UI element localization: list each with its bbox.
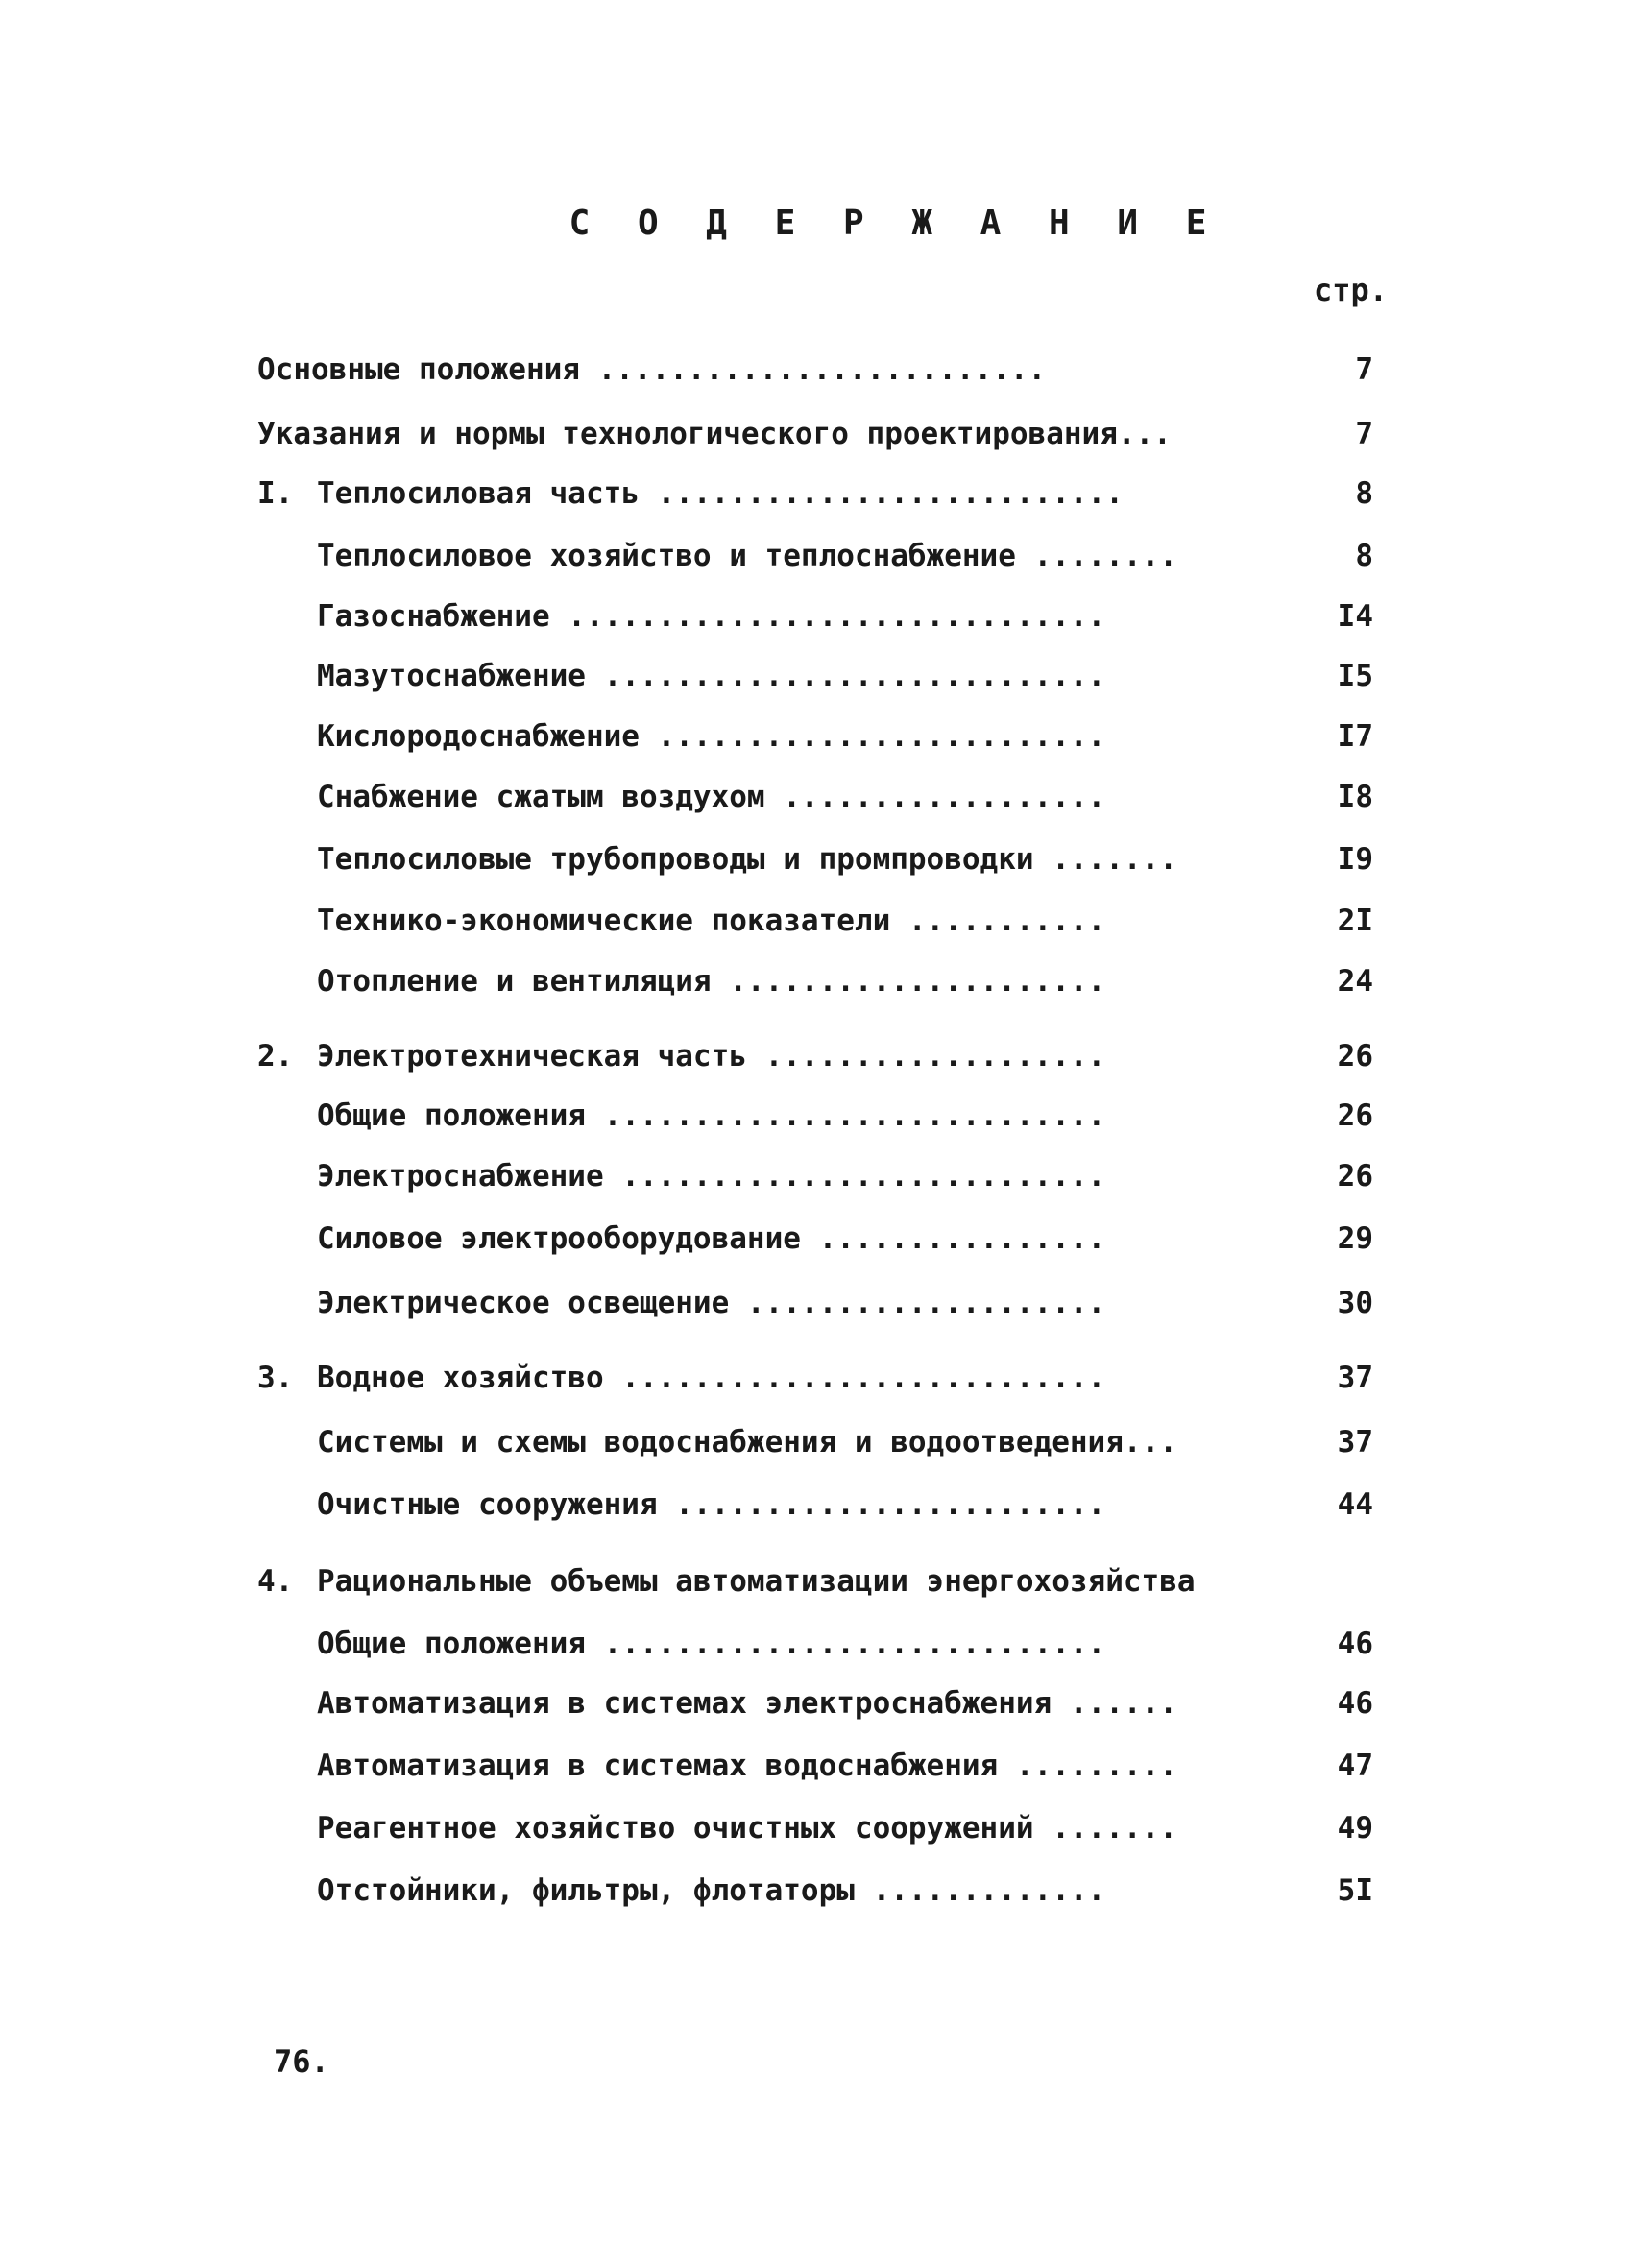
toc-entry <box>257 900 1391 942</box>
toc-entry-page: I8 <box>1337 780 1373 814</box>
toc-entry <box>257 1357 1391 1399</box>
toc-entry-text: Автоматизация в системах водоснабжения ......... <box>317 1749 1177 1783</box>
toc-entry-page: 46 <box>1337 1627 1373 1661</box>
toc-entry-page: 24 <box>1337 964 1373 999</box>
toc-entry <box>257 472 1391 515</box>
toc-entry-text: Электроснабжение ........................... <box>317 1159 1106 1194</box>
toc-entry-page: 26 <box>1337 1159 1373 1194</box>
toc-entry <box>257 349 1391 391</box>
toc-entry <box>257 1218 1391 1260</box>
toc-entry <box>257 838 1391 881</box>
toc-entry <box>257 595 1391 638</box>
toc-entry-text: Кислородоснабжение ......................... <box>317 719 1106 754</box>
toc-entry-page: 8 <box>1355 476 1373 511</box>
toc-entry-page: 7 <box>1355 352 1373 387</box>
toc-entry-number: I. <box>257 476 294 511</box>
toc-entry-text: Электротехническая часть ................... <box>317 1039 1106 1074</box>
page-title: С О Д Е Р Ж А Н И Е <box>568 204 1221 243</box>
toc-entry-text: Системы и схемы водоснабжения и водоотведения... <box>317 1425 1177 1460</box>
toc-entry-text: Водное хозяйство ........................... <box>317 1361 1106 1395</box>
toc-entry <box>257 1035 1391 1077</box>
toc-entry-text: Автоматизация в системах электроснабжения ...... <box>317 1686 1177 1721</box>
toc-entry <box>257 1155 1391 1197</box>
toc-entry-page: I5 <box>1337 659 1373 693</box>
toc-entry-page: I7 <box>1337 719 1373 754</box>
toc-entry-text: Рациональные объемы автоматизации энергохозяйства <box>317 1564 1196 1599</box>
toc-entry <box>257 1870 1391 1912</box>
toc-entry-text: Силовое электрооборудование ................ <box>317 1221 1106 1256</box>
toc-entry <box>257 776 1391 818</box>
toc-entry-page: 47 <box>1337 1749 1373 1783</box>
toc-entry <box>257 1421 1391 1463</box>
toc-entry <box>257 960 1391 1002</box>
toc-entry-page: 5I <box>1337 1873 1373 1908</box>
toc-entry-page: 26 <box>1337 1039 1373 1074</box>
toc-entry-text: Электрическое освещение .................... <box>317 1286 1106 1320</box>
toc-entry-page: 29 <box>1337 1221 1373 1256</box>
toc-entry-text: Мазутоснабжение ............................ <box>317 659 1106 693</box>
toc-entry-text: Отстойники, фильтры, флотаторы ............. <box>317 1873 1106 1908</box>
toc-entry-text: Реагентное хозяйство очистных сооружений ....... <box>317 1811 1177 1846</box>
toc-entry-text: Снабжение сжатым воздухом .................. <box>317 780 1106 814</box>
toc-entry-text: Общие положения ............................ <box>317 1098 1106 1133</box>
toc-entry-text: Отопление и вентиляция ..................... <box>317 964 1106 999</box>
toc-entry <box>257 1282 1391 1324</box>
footer-page-number: 76. <box>274 2043 329 2080</box>
toc-entry-text: Общие положения ............................ <box>317 1627 1106 1661</box>
toc-entry <box>257 655 1391 697</box>
toc-entry-page: 49 <box>1337 1811 1373 1846</box>
toc-entry-page: 2I <box>1337 904 1373 938</box>
toc-entry-page: 46 <box>1337 1686 1373 1721</box>
toc-entry <box>257 1682 1391 1725</box>
toc-entry-text: Основные положения ......................... <box>257 352 1047 387</box>
page-column-header: стр. <box>1314 272 1389 308</box>
toc-entry <box>257 1560 1391 1603</box>
toc-entry-number: 2. <box>257 1039 294 1074</box>
toc-entry <box>257 413 1391 455</box>
toc-entry-text: Газоснабжение .............................. <box>317 599 1106 634</box>
toc-entry-number: 3. <box>257 1361 294 1395</box>
toc-entry <box>257 1807 1391 1849</box>
toc-entry-text: Теплосиловые трубопроводы и промпроводки ....... <box>317 842 1177 877</box>
toc-entry <box>257 1745 1391 1787</box>
toc-entry-text: Очистные сооружения ........................ <box>317 1487 1106 1522</box>
toc-entry <box>257 1623 1391 1665</box>
toc-entry-text: Технико-экономические показатели ........... <box>317 904 1106 938</box>
toc-entry-number: 4. <box>257 1564 294 1599</box>
toc-entry-text: Теплосиловое хозяйство и теплоснабжение ........ <box>317 539 1177 573</box>
toc-entry <box>257 535 1391 577</box>
toc-entry-page: I9 <box>1337 842 1373 877</box>
toc-entry-page: 37 <box>1337 1361 1373 1395</box>
toc-entry-text: Теплосиловая часть .......................... <box>317 476 1124 511</box>
toc-entry-page: 26 <box>1337 1098 1373 1133</box>
toc-entry <box>257 715 1391 758</box>
toc-entry-page: 30 <box>1337 1286 1373 1320</box>
toc-entry-page: 7 <box>1355 417 1373 451</box>
toc-entry-text: Указания и нормы технологического проектирования... <box>257 417 1172 451</box>
toc-entry-page: I4 <box>1337 599 1373 634</box>
toc-entry <box>257 1095 1391 1137</box>
toc-entry-page: 8 <box>1355 539 1373 573</box>
toc-entry-page: 44 <box>1337 1487 1373 1522</box>
toc-entry-page: 37 <box>1337 1425 1373 1460</box>
toc-entry <box>257 1484 1391 1526</box>
